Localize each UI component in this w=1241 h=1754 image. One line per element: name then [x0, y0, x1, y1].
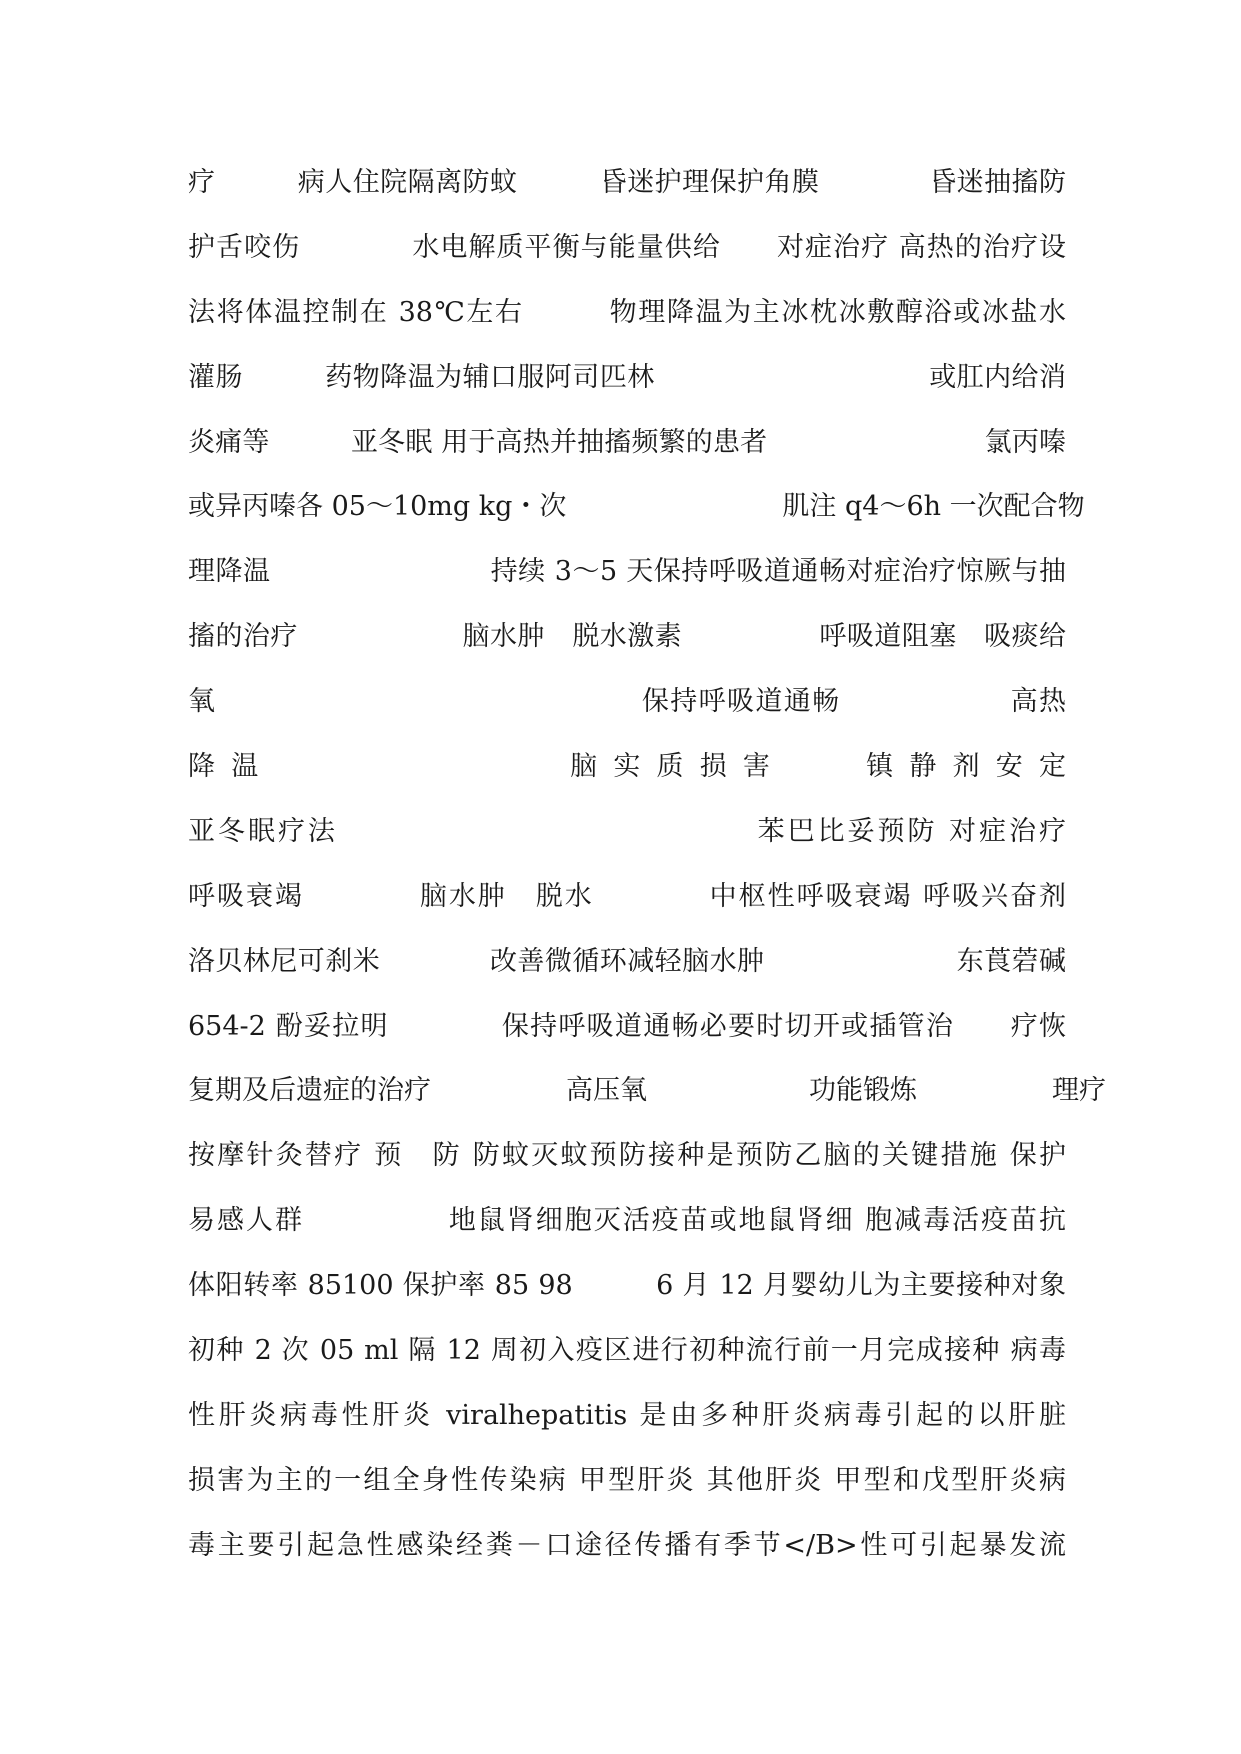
body-text: [188, 158, 1106, 1586]
text-line: 初种 2 次 05 ml 隔 12 周初入疫区进行初种流行前一月完成接种 病毒: [188, 1335, 1066, 1367]
text-line: 毒主要引起急性感染经粪－口途径传播有季节</B>性可引起暴发流: [188, 1529, 1066, 1561]
text-line: 灌肠 药物降温为辅口服阿司匹林 或肛内给消: [188, 361, 1066, 393]
text-line: 按摩针灸替疗 预 防 防蚊灭蚊预防接种是预防乙脑的关键措施 保护: [188, 1140, 1066, 1172]
text-line: 炎痛等 亚冬眠 用于高热并抽搐频繁的患者 氯丙嗪: [188, 426, 1066, 458]
text-line: 性肝炎病毒性肝炎 viralhepatitis 是由多种肝炎病毒引起的以肝脏: [188, 1399, 1066, 1431]
text-line: 理降温 持续 3～5 天保持呼吸道通畅对症治疗惊厥与抽: [188, 556, 1066, 588]
text-line: 呼吸衰竭 脑水肿 脱水 中枢性呼吸衰竭 呼吸兴奋剂: [188, 880, 1066, 912]
text-line: 洛贝林尼可刹米 改善微循环减轻脑水肿 东莨菪碱: [188, 945, 1066, 977]
text-line: 氧 保持呼吸道通畅 高热: [188, 686, 1066, 718]
text-line: 易感人群 地鼠肾细胞灭活疫苗或地鼠肾细 胞减毒活疫苗抗: [188, 1205, 1066, 1237]
text-line: 疗 病人住院隔离防蚊 昏迷护理保护角膜 昏迷抽搐防: [188, 167, 1066, 198]
text-line: 法将体温控制在 38℃左右 物理降温为主冰枕冰敷醇浴或冰盐水: [188, 296, 1066, 328]
text-line: 损害为主的一组全身性传染病 甲型肝炎 其他肝炎 甲型和戊型肝炎病: [188, 1464, 1066, 1496]
text-line: 或异丙嗪各 05～10mg kg・次 肌注 q4～6h 一次配合物: [188, 491, 1085, 523]
text-line: 体阳转率 85100 保护率 85 98 6 月 12 月婴幼儿为主要接种对象: [188, 1270, 1066, 1302]
text-line: 复期及后遗症的治疗 高压氧 功能锻炼 理疗: [188, 1075, 1106, 1107]
text-line: 654-2 酚妥拉明 保持呼吸道通畅必要时切开或插管治 疗恢: [188, 1010, 1066, 1042]
text-line: 降 温 脑 实 质 损 害 镇 静 剂 安 定: [188, 751, 1066, 783]
text-line: 亚冬眠疗法 苯巴比妥预防 对症治疗: [188, 815, 1066, 847]
text-line: 搐的治疗 脑水肿 脱水激素 呼吸道阻塞 吸痰给: [188, 621, 1066, 653]
text-line: 护舌咬伤 水电解质平衡与能量供给 对症治疗 高热的治疗设: [188, 231, 1066, 263]
